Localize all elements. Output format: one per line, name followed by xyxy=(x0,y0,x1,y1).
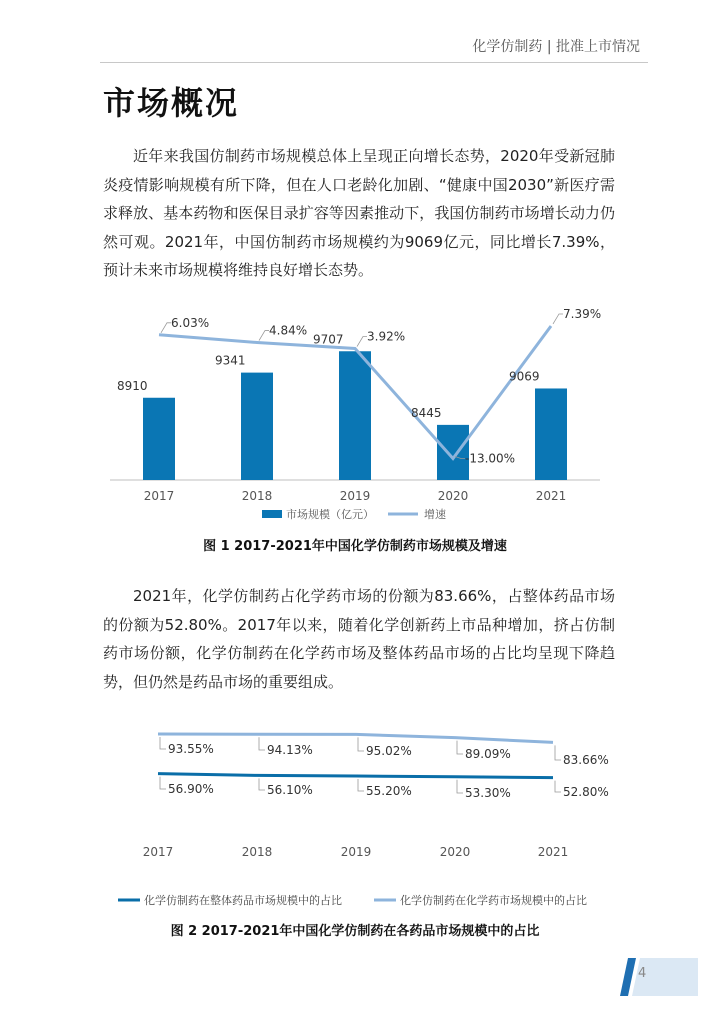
chart-2-caption: 图 2 2017-2021年中国化学仿制药在各药品市场规模中的占比 xyxy=(170,924,540,939)
chart-2-market-share xyxy=(100,715,612,915)
chart1-bar-label-2017: 8910 xyxy=(117,378,148,393)
chart1-bar-label-2019: 9707 xyxy=(313,332,344,347)
chart1-legend-bar-swatch xyxy=(262,510,282,518)
chart2-overall-label-2017: 56.90% xyxy=(168,782,214,796)
chart2-overall-label-2018: 56.10% xyxy=(267,783,313,797)
chart2-overall-leader-2020 xyxy=(457,780,463,793)
chart1-tick-2017: 2017 xyxy=(143,489,175,503)
chart2-chem-label-2020: 89.09% xyxy=(465,747,511,761)
chart1-bar-label-2020: 8445 xyxy=(411,405,442,420)
chart2-tick-2018: 2018 xyxy=(241,845,273,859)
chart1-legend-line-label: 增速 xyxy=(424,508,446,521)
header-title: 化学仿制药 | 批准上市情况 xyxy=(472,39,640,55)
chart2-overall-leader-2017 xyxy=(160,777,166,789)
chart2-chem-label-2018: 94.13% xyxy=(267,743,313,757)
chart1-bar-2021 xyxy=(535,388,567,480)
chart2-overall-label-2020: 53.30% xyxy=(465,786,511,800)
chart2-overall-label-2019: 55.20% xyxy=(366,784,412,798)
chart2-overall-leader-2018 xyxy=(259,778,265,790)
page-number-badge xyxy=(608,952,698,996)
chart1-growth-label-2018: 4.84% xyxy=(269,323,308,338)
chart2-chem-leader-2018 xyxy=(259,737,265,750)
header-divider xyxy=(100,62,648,63)
chart1-legend-bar-label: 市场规模（亿元） xyxy=(286,508,374,521)
chart2-tick-2017: 2017 xyxy=(142,845,174,859)
chart2-legend-chem-label: 化学仿制药在化学药市场规模中的占比 xyxy=(400,894,587,907)
chart2-legend-overall-label: 化学仿制药在整体药品市场规模中的占比 xyxy=(144,894,342,907)
chart1-bar-2018 xyxy=(241,373,273,480)
chart2-tick-2020: 2020 xyxy=(439,845,471,859)
chart1-growth-label-2020: -13.00% xyxy=(465,451,516,466)
chart2-tick-2019: 2019 xyxy=(340,845,372,859)
chart2-chem-label-2017: 93.55% xyxy=(168,742,214,756)
chart1-bar-label-2021: 9069 xyxy=(509,369,540,384)
chart1-bar-2019 xyxy=(339,351,371,480)
chart1-growth-leader-2017 xyxy=(161,323,171,333)
chart2-overall-label-2021: 52.80% xyxy=(563,785,609,799)
chart2-chem-label-2019: 95.02% xyxy=(366,744,412,758)
chart2-tick-2021: 2021 xyxy=(537,845,569,859)
chart1-growth-label-2021: 7.39% xyxy=(563,306,602,321)
chart2-overall-leader-2021 xyxy=(555,781,561,792)
chart1-tick-2021: 2021 xyxy=(535,489,567,503)
chart2-chem-leader-2017 xyxy=(160,737,166,749)
chart2-line-chem-share xyxy=(158,734,553,742)
chart2-chem-leader-2021 xyxy=(555,745,561,760)
chart2-line-overall-share xyxy=(158,774,553,778)
chart1-tick-2019: 2019 xyxy=(339,489,371,503)
chart-1-market-size-growth xyxy=(100,300,612,530)
chart1-growth-label-2017: 6.03% xyxy=(171,315,210,330)
paragraph-market-share: 2021年，化学仿制药占化学药市场的份额为83.66%，占整体药品市场的份额为52.80%。2017年以来，随着化学创新药上市品种增加，挤占仿制药市场份额，化学仿制药在化学药市场及整体药品市场的占比均呈现下降趋势，但仍然是药品市场的重要组成。 xyxy=(103,587,615,691)
chart1-bar-label-2018: 9341 xyxy=(215,353,246,368)
chart1-growth-leader-2021 xyxy=(553,314,563,324)
paragraph-market-overview: 近年来我国仿制药市场规模总体上呈现正向增长态势，2020年受新冠肺炎疫情影响规模有所下降，但在人口老龄化加剧、“健康中国2030”新医疗需求释放、基本药物和医保目录扩容等因素推动下，我国仿制药市场增长动力仍然可观。2021年，中国仿制药市场规模约为9069亿元，同比增长7.39%，预计未来市场规模将维持良好增长态势。 xyxy=(103,147,615,279)
chart1-growth-leader-2018 xyxy=(259,331,269,341)
chart1-growth-label-2019: 3.92% xyxy=(367,329,406,344)
chart-1-caption: 图 1 2017-2021年中国化学仿制药市场规模及增速 xyxy=(203,539,507,554)
chart2-overall-leader-2019 xyxy=(358,779,364,791)
chart1-growth-leader-2019 xyxy=(357,337,367,347)
chart1-bar-2017 xyxy=(143,398,175,480)
chart1-tick-2020: 2020 xyxy=(437,489,469,503)
chart2-chem-label-2021: 83.66% xyxy=(563,753,609,767)
chart2-chem-leader-2019 xyxy=(358,737,364,751)
page-title: 市场概况 xyxy=(103,84,240,122)
chart2-chem-leader-2020 xyxy=(457,741,463,754)
chart1-tick-2018: 2018 xyxy=(241,489,273,503)
page-number: 4 xyxy=(638,966,647,981)
